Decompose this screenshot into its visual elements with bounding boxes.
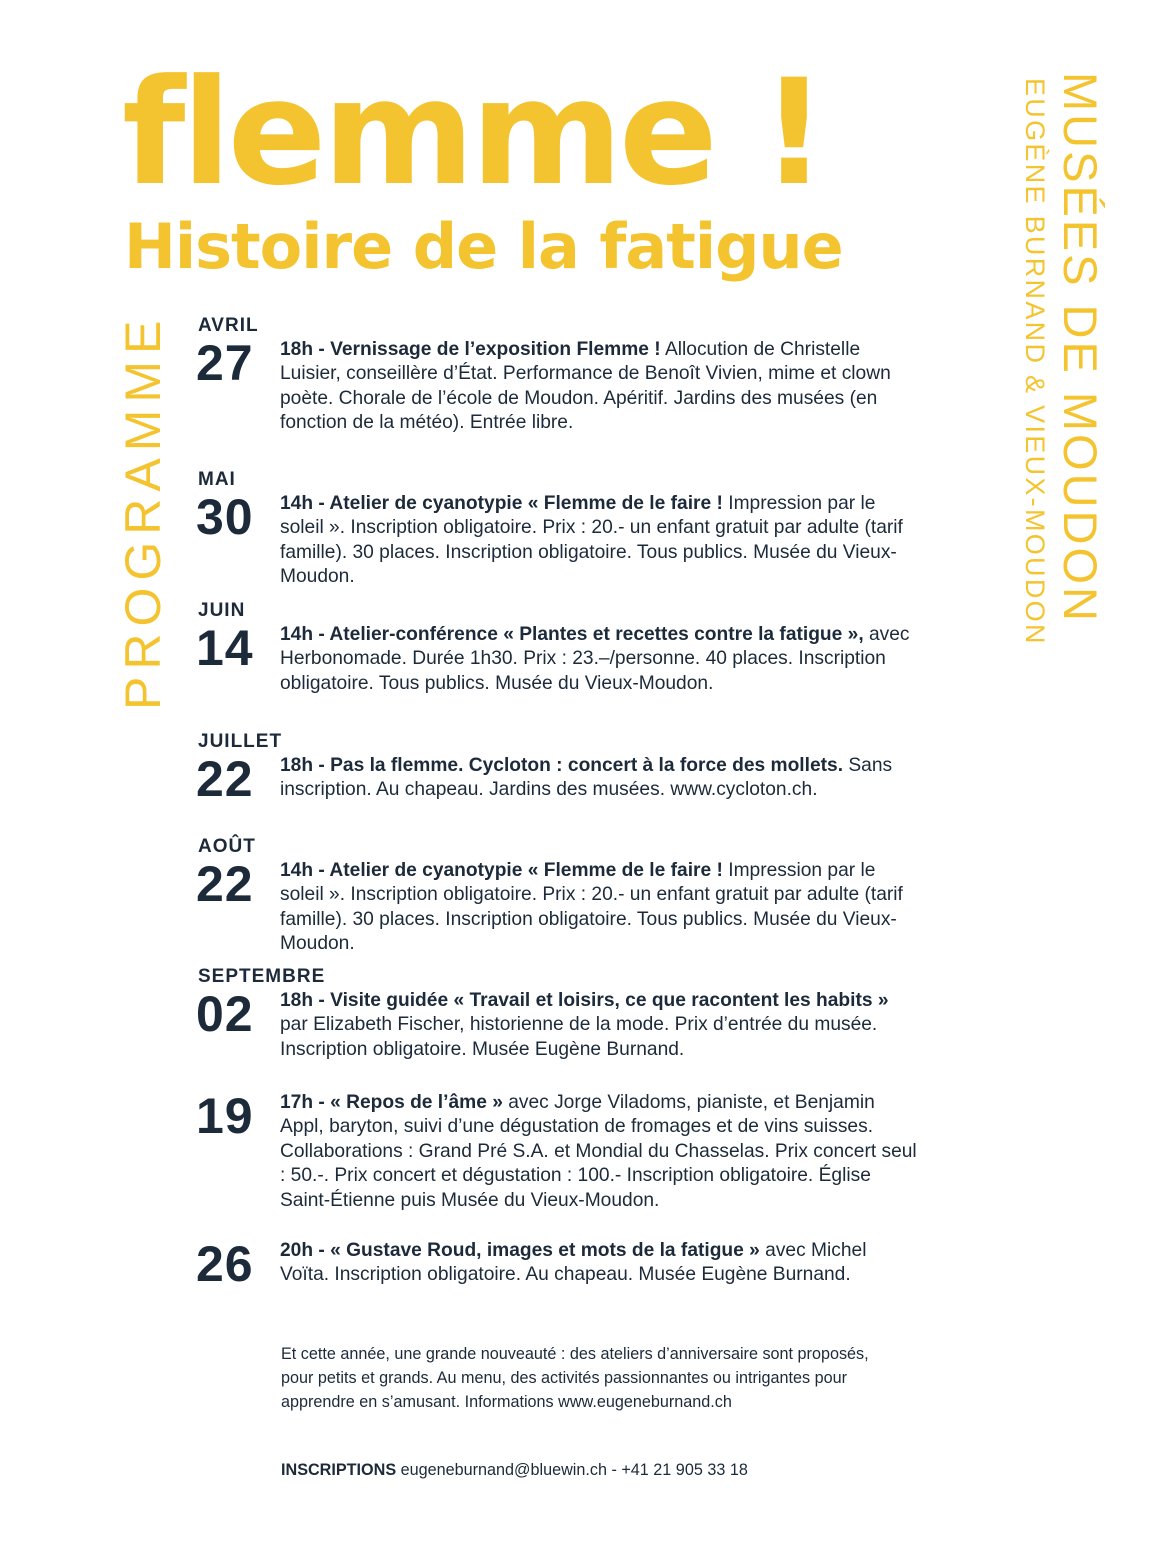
event-day: 22 <box>196 856 254 912</box>
event-text: Impression par le soleil ». Inscription obligatoire. Prix : 20.- un enfant gratuit par adulte (tarif famille). 30 places. Inscription obligatoire. Tous publics. Musée du Vieux-Moudon. <box>280 493 903 588</box>
event-day: 26 <box>196 1236 254 1292</box>
event-month: JUILLET <box>198 731 283 752</box>
event-text: avec Jorge Viladoms, pianiste, et Benjamin Appl, baryton, suivi d’une dégustation de fromages et de vins suisses. Collaborations : Grand Pré S.A. et Mondial du Chasselas. Prix concert seul : 50.-. Prix concert et dégustation : 100.- Inscription obligatoire. Église Saint-Étienne puis Musée du Vieux-Moudon. <box>280 1092 917 1211</box>
anniversary-note: Et cette année, une grande nouveauté : des ateliers d’anniversaire sont proposés, pour petits et grands. Au menu, des activités passionnantes ou intrigantes pour apprendre en s’amusant. Informations www.eugeneburnand.ch <box>281 1345 869 1412</box>
contact-label: INSCRIPTIONS <box>281 1461 397 1479</box>
event-day: 27 <box>196 335 254 391</box>
event-text: Allocution de Christelle Luisier, conseillère d’État. Performance de Benoît Vivien, mime et clown poète. Chorale de l’école de Moudon. Apéritif. Jardins des musées (en fonction de la météo). Entrée libre. <box>280 339 891 434</box>
event-text: Sans inscription. Au chapeau. Jardins des musées. www.cycloton.ch. <box>280 755 893 801</box>
event-lead: 18h - Visite guidée « Travail et loisirs, ce que racontent les habits » <box>280 990 889 1011</box>
event-description <box>280 754 920 803</box>
event-lead: 14h - Atelier de cyanotypie « Flemme de le faire ! <box>280 493 723 514</box>
event-text: avec Herbonomade. Durée 1h30. Prix : 23.–/personne. 40 places. Inscription obligatoire. Tous publics. Musée du Vieux-Moudon. <box>280 624 910 694</box>
event-day: 30 <box>196 489 254 545</box>
event-description <box>280 338 920 436</box>
event-lead: 14h - Atelier-conférence « Plantes et recettes contre la fatigue », <box>280 624 864 645</box>
event-text: par Elizabeth Fischer, historienne de la mode. Prix d’entrée du musée. Inscription obligatoire. Musée Eugène Burnand. <box>280 1014 878 1060</box>
contact-line <box>281 1461 748 1480</box>
event-day: 19 <box>196 1088 254 1144</box>
event-description <box>280 1239 920 1288</box>
exhibition-subtitle: Histoire de la fatigue <box>124 210 843 283</box>
event-month: JUIN <box>198 600 246 621</box>
event-description <box>280 623 920 696</box>
programme-label: PROGRAMME <box>115 313 171 710</box>
event-day: 14 <box>196 620 254 676</box>
event-lead: 17h - « Repos de l’âme » <box>280 1092 503 1113</box>
event-description <box>280 859 920 957</box>
event-description <box>280 492 920 590</box>
exhibition-title: flemme ! <box>122 48 824 218</box>
contact-text: eugeneburnand@bluewin.ch - +41 21 905 33 18 <box>396 1461 748 1479</box>
event-description <box>280 989 920 1062</box>
event-month: AOÛT <box>198 836 256 857</box>
museum-name: MUSÉES DE MOUDON <box>1054 72 1107 624</box>
event-lead: 14h - Atelier de cyanotypie « Flemme de le faire ! <box>280 860 723 881</box>
event-month: AVRIL <box>198 315 259 336</box>
event-day: 02 <box>196 986 254 1042</box>
event-description <box>280 1091 920 1213</box>
event-month: SEPTEMBRE <box>198 966 326 987</box>
event-month: MAI <box>198 469 236 490</box>
event-text: avec Michel Voïta. Inscription obligatoire. Au chapeau. Musée Eugène Burnand. <box>280 1240 867 1286</box>
event-lead: 20h - « Gustave Roud, images et mots de la fatigue » <box>280 1240 760 1261</box>
event-lead: 18h - Vernissage de l’exposition Flemme ! <box>280 339 661 360</box>
event-day: 22 <box>196 751 254 807</box>
event-text: Impression par le soleil ». Inscription obligatoire. Prix : 20.- un enfant gratuit par adulte (tarif famille). 30 places. Inscription obligatoire. Tous publics. Musée du Vieux-Moudon. <box>280 860 903 955</box>
event-lead: 18h - Pas la flemme. Cycloton : concert à la force des mollets. <box>280 755 844 776</box>
museum-subname: EUGÈNE BURNAND & VIEUX-MOUDON <box>1020 78 1050 646</box>
